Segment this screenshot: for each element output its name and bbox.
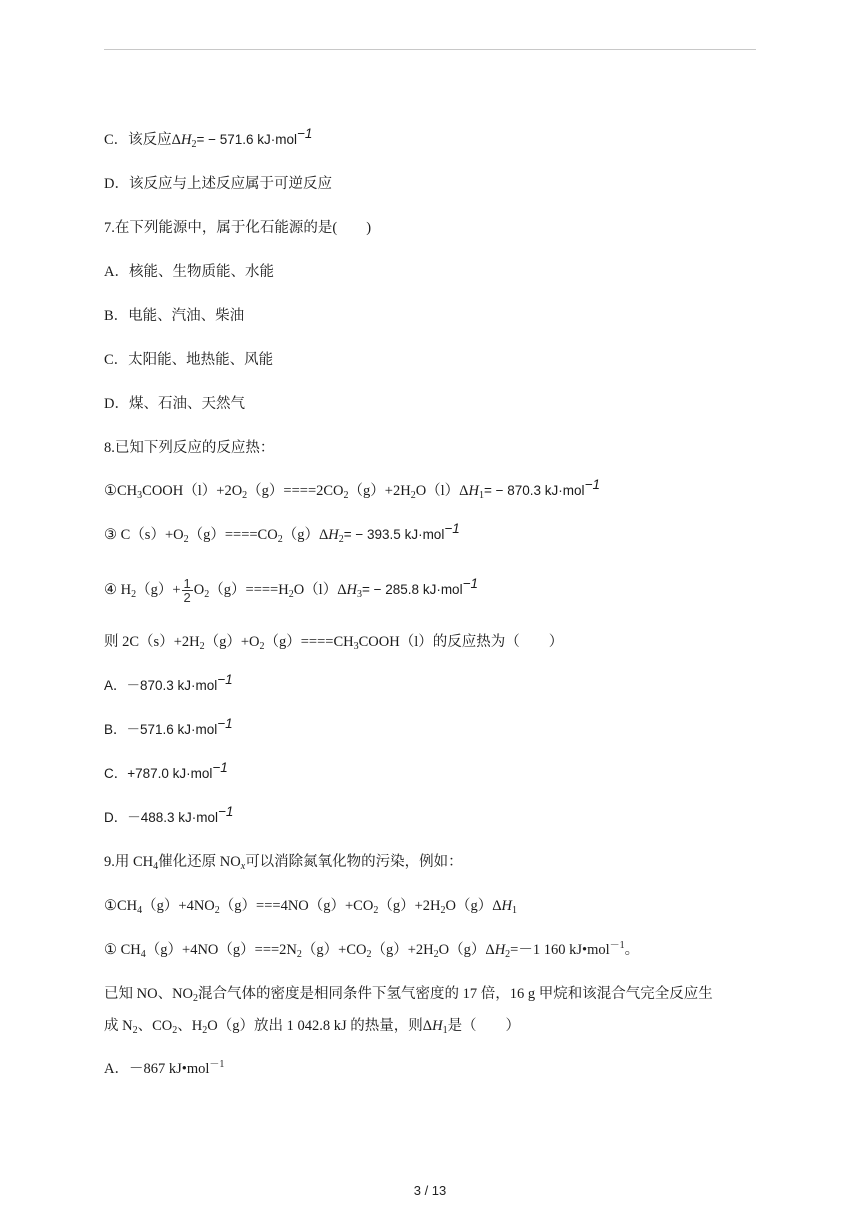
one-half-fraction: $\frac{1}{2}$ (183, 576, 191, 605)
q6-option-c: C．该反应$\Delta H_2= - 571.6$ kJ·mol$^{-1}$ (104, 126, 313, 150)
q8-option-d: D．－488.3 kJ·mol$^{-1}$ (104, 804, 234, 825)
q8-reaction-1: $①CH_3COOH(l)+2O_2(g)====2CO_2(g)+2H_2O(l)\Delta H_1= - 870.3$ kJ·mol$^{-1}$ (104, 477, 600, 501)
q9-reaction-1: $①CH_4(g)+4NO_2(g)===4NO(g)+CO_2(g)+2H_2O(g)\Delta H_1$ (104, 898, 518, 916)
q8-option-b: B．－571.6 kJ·mol$^{-1}$ (104, 716, 233, 737)
header-rule (104, 49, 756, 50)
q8-reaction-3: ③ $C(s)+O_2(g)====CO_2(g)\Delta H_2= - 393.5$ kJ·mol$^{-1}$ (104, 521, 460, 545)
q8-question: 则 $2C(s)+2H_2(g)+O_2(g)====CH_3COOH(l)$的反应热为（ ） (104, 634, 564, 652)
q6-option-d: D．该反应与上述反应属于可逆反应 (104, 176, 332, 192)
q9-stem: 9.用 $CH_4$催化还原 $NO_x$可以消除氮氧化物的污染，例如： (104, 854, 463, 872)
q9-reaction-2: ① $CH_4(g)+4NO(g)===2N_2(g)+CO_2(g)+2H_2O(g)\Delta H_2=-1$ 160 kJ•mol$^{-1}$。 (104, 940, 640, 960)
q8-option-a: A．－870.3 kJ·mol$^{-1}$ (104, 672, 233, 693)
q8-option-c: C．+787.0 kJ·mol$^{-1}$ (104, 760, 228, 781)
q8-reaction-4: ④ $H_2(g)+$ $\frac{1}{2}$ $O_2(g)====H_2O(l)\Delta H_3= - 285.8$ kJ·mol$^{-1}$ (104, 575, 478, 605)
q9-paragraph-line-1: 已知 NO、$NO_2$混合气体的密度是相同条件下氢气密度的 17 倍，16 g 甲烷和该混合气完全反应生 (104, 986, 713, 1004)
page-number: 3 / 13 (413, 1183, 447, 1198)
q7-option-a: A．核能、生物质能、水能 (104, 264, 274, 280)
q8-stem: 8.已知下列反应的反应热： (104, 440, 275, 456)
q7-option-d: D．煤、石油、天然气 (104, 396, 245, 412)
q9-option-a: A．－867 kJ•mol$^{-1}$ (104, 1059, 225, 1077)
q9-paragraph-line-2: 成 $N_2$、$CO_2$、$H_2O(g)$放出 1 042.8 kJ 的热量，则$\Delta H_1$是（ ） (104, 1018, 521, 1036)
q7-stem: 7.在下列能源中，属于化石能源的是( ) (104, 220, 372, 236)
q7-option-c: C．太阳能、地热能、风能 (104, 352, 274, 368)
q7-option-b: B．电能、汽油、柴油 (104, 308, 245, 324)
